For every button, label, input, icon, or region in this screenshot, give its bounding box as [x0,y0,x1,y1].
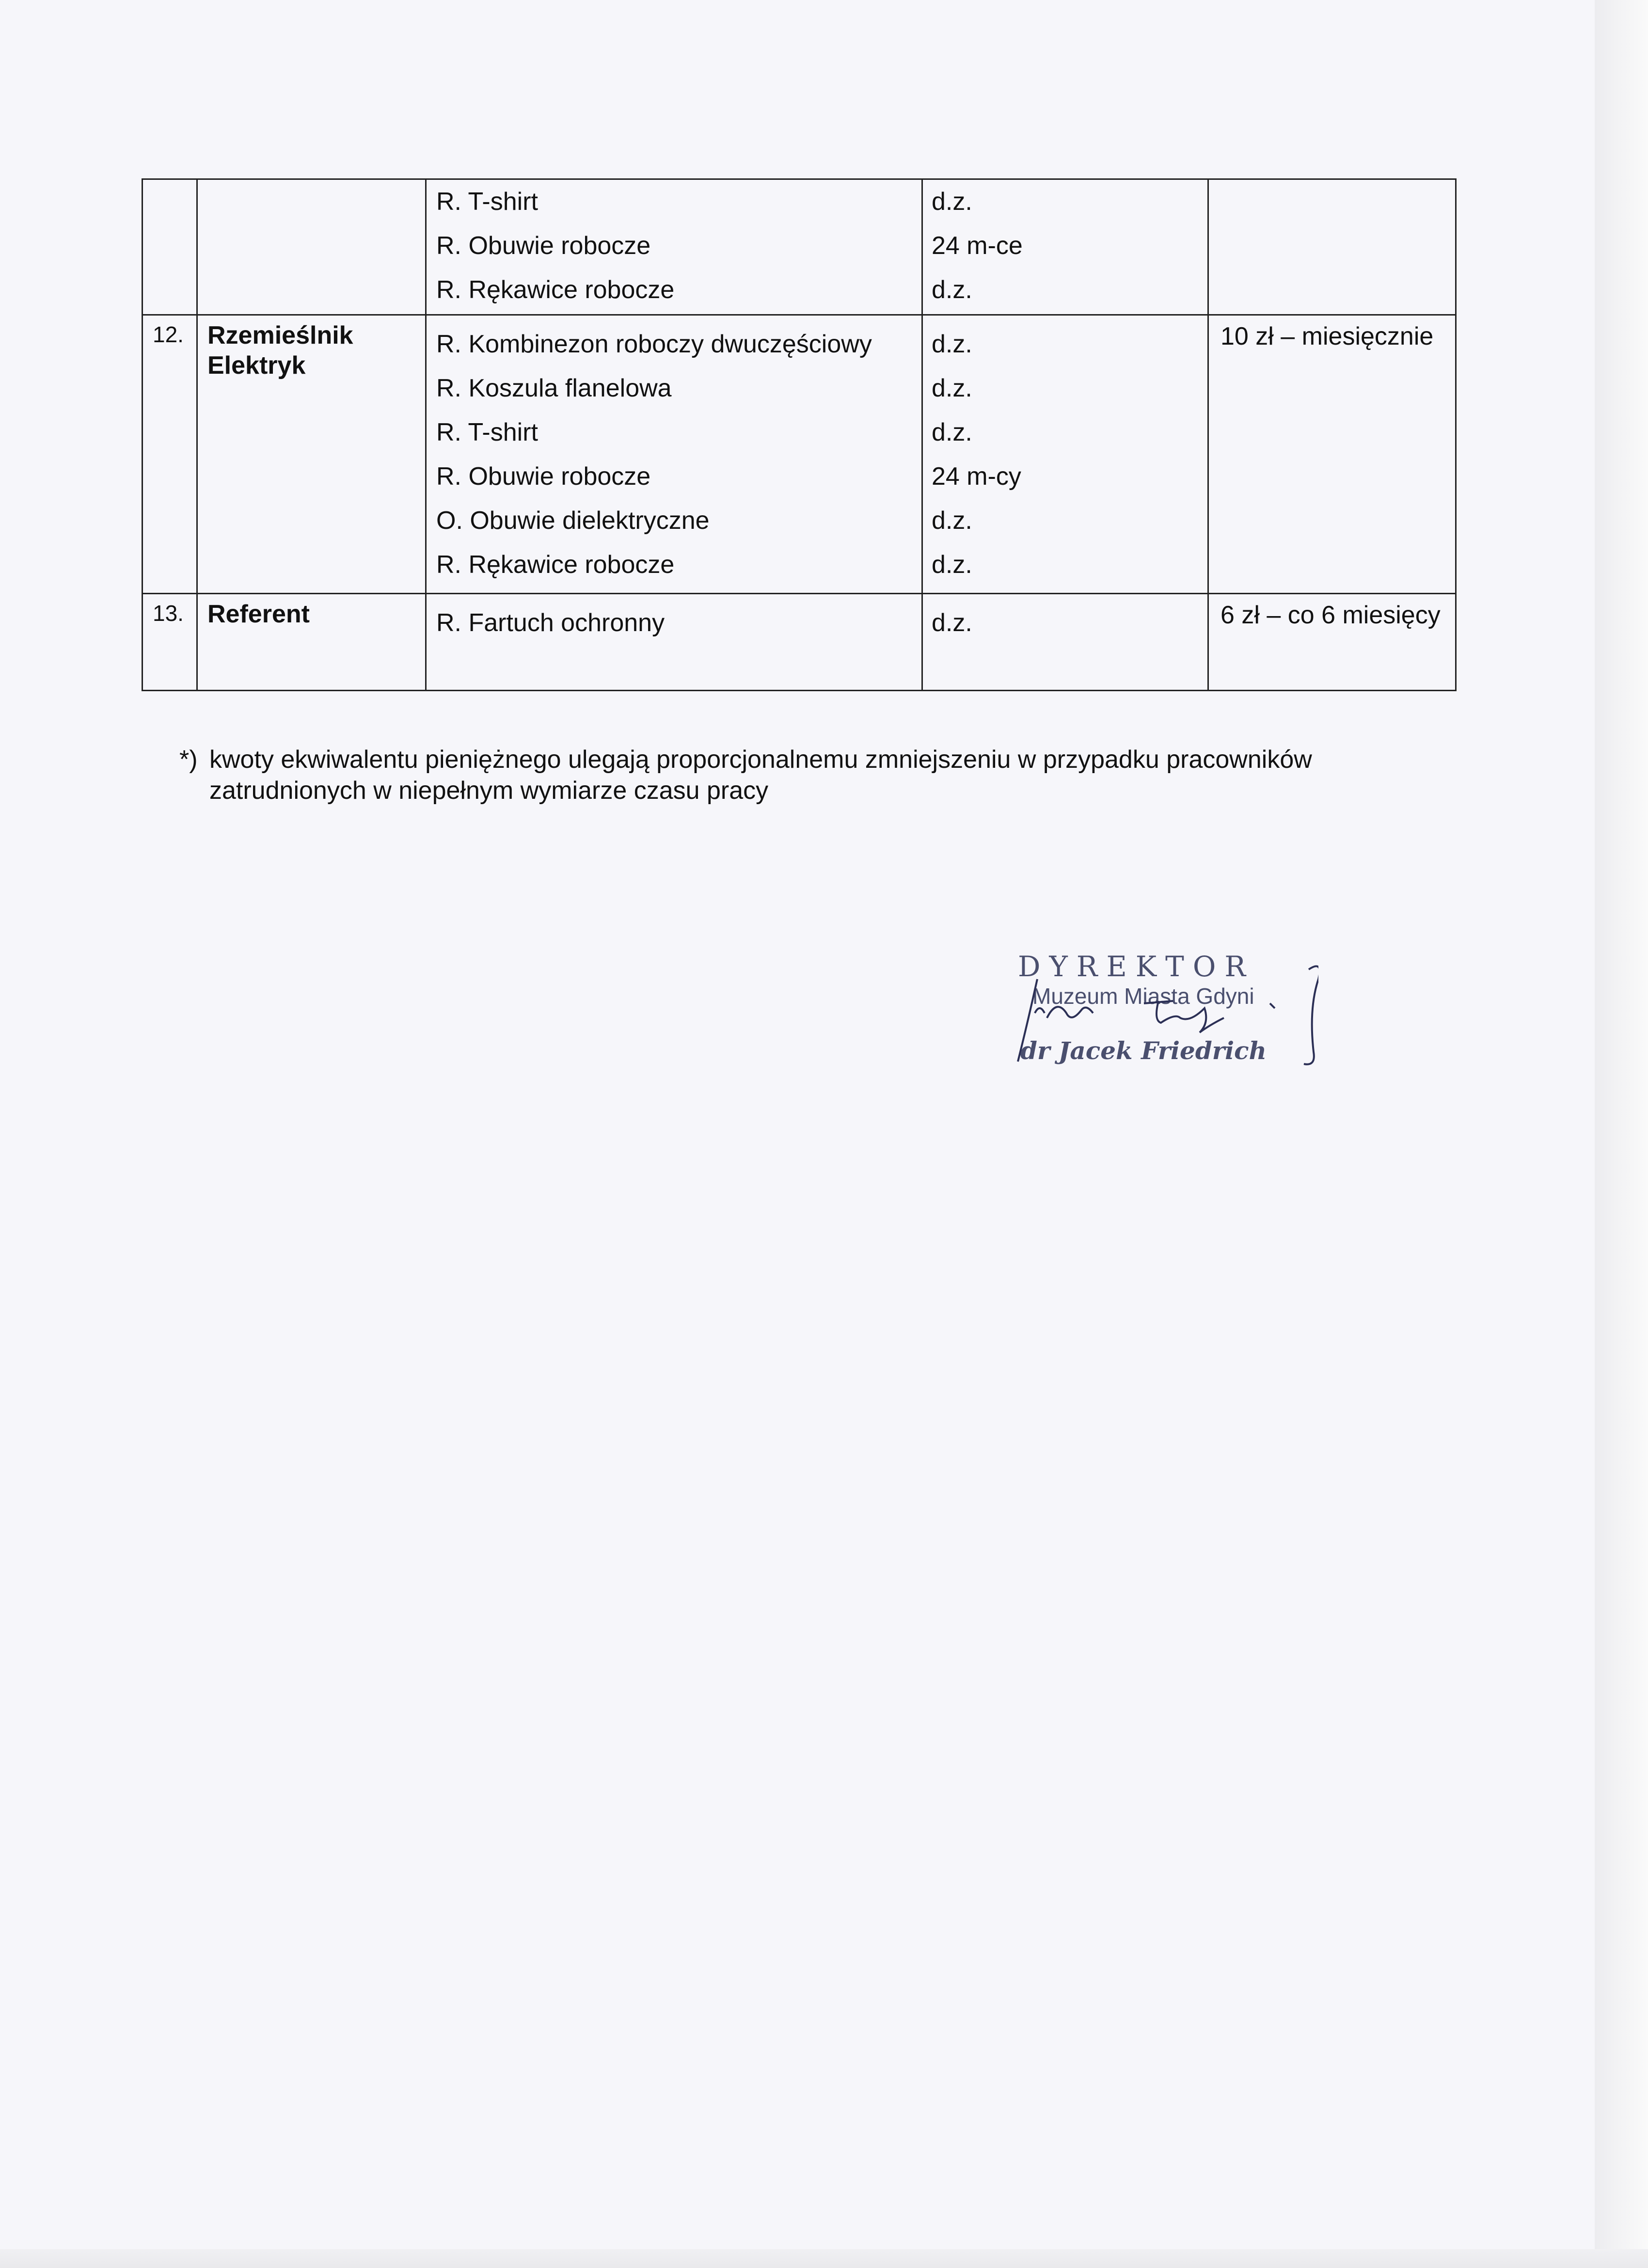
footnote-line: kwoty ekwiwalentu pieniężnego ulegają proporcjonalnemu zmniejszeniu w przypadku pracowników [209,745,1312,774]
period: 24 m-ce [932,232,1023,260]
position-cell [197,315,426,594]
period: d.z. [932,551,972,579]
row-number-cell: 12. [143,315,197,594]
period: d.z. [932,507,972,535]
item: R. T-shirt [436,188,538,216]
position-cell [197,179,426,315]
item: R. Obuwie robocze [436,462,651,491]
item: O. Obuwie dielektryczne [436,507,710,535]
period: d.z. [932,330,972,358]
item: R. Rękawice robocze [436,551,675,579]
stamp-organization: Muzeum Miasta Gdyni [1032,983,1254,1009]
item: R. Fartuch ochronny [436,609,665,637]
position-title: Elektryk [207,351,306,380]
footnote-line: zatrudnionych w niepełnym wymiarze czasu pracy [209,777,769,805]
equivalent-cell [1208,179,1456,315]
footnote-marker: *) [179,745,198,774]
footnote [179,744,1440,806]
stamp-title: DYREKTOR [1018,950,1255,983]
row-number-cell [143,179,197,315]
period: d.z. [932,276,972,304]
position-cell [197,594,426,691]
item: R. T-shirt [436,418,538,446]
period-cell [922,594,1208,691]
period: d.z. [932,609,972,637]
scan-bottom-edge [0,2249,1648,2268]
position-title: Referent [207,600,310,628]
items-cell [426,315,922,594]
item: R. Kombinezon roboczy dwuczęściowy [436,330,872,358]
period: d.z. [932,418,972,446]
period-cell [922,315,1208,594]
table-row [143,179,1456,315]
item: R. Rękawice robocze [436,276,675,304]
period: 24 m-cy [932,462,1021,491]
period-cell [922,179,1208,315]
equivalent-cell: 6 zł – co 6 miesięcy [1208,594,1456,691]
table-row [143,594,1456,691]
position-title: Rzemieślnik [207,321,353,349]
clothing-allowance-table [142,178,1457,691]
stamp-name: dr Jacek Friedrich [1020,1036,1267,1065]
period: d.z. [932,188,972,216]
items-cell [426,179,922,315]
period: d.z. [932,374,972,402]
scan-edge [1595,0,1648,2268]
item: R. Obuwie robocze [436,232,651,260]
row-number-cell: 13. [143,594,197,691]
director-stamp [998,950,1318,1076]
items-cell [426,594,922,691]
item: R. Koszula flanelowa [436,374,672,402]
table-row [143,315,1456,594]
equivalent-cell: 10 zł – miesięcznie [1208,315,1456,594]
